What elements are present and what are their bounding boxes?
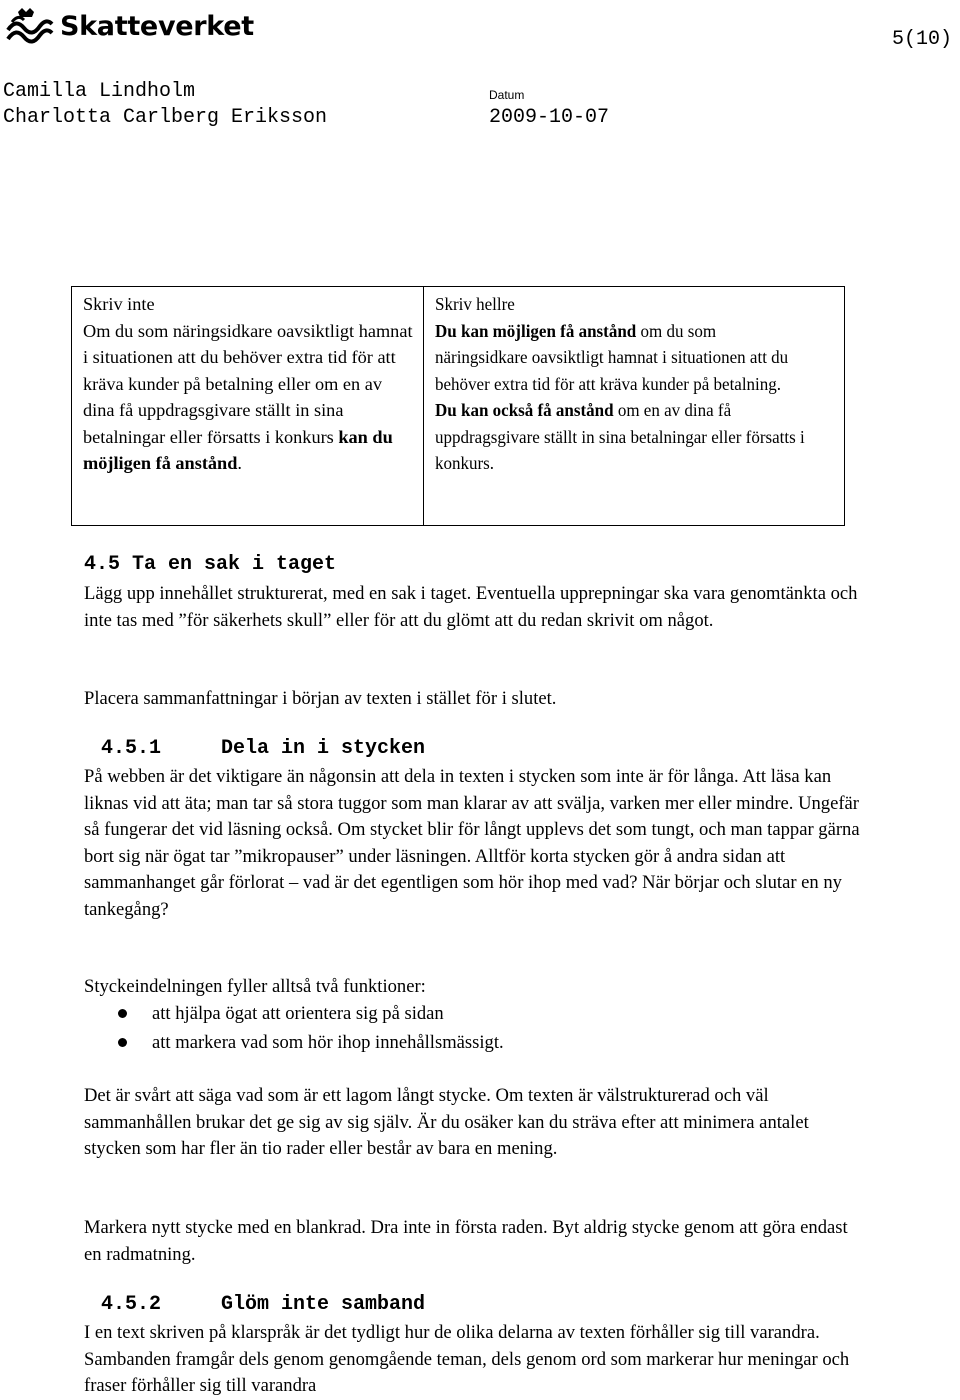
section-4-5-1-para-4: Markera nytt stycke med en blankrad. Dra inte in första raden. Byt aldrig stycke genom att göra endast en radmatning.: [84, 1217, 848, 1265]
write-instead-bold-1: Du kan möjligen få anstånd: [435, 320, 637, 341]
write-instead-text-2: om en av dina få uppdragsgivare ställt in sina betalningar eller försatts i konkurs.: [435, 400, 805, 473]
dont-write-text: Om du som näringsidkare oavsiktligt hamnat i situationen att du behöver extra tid för att kräva kunder på betalning eller om en av dina få uppdragsgivare ställt in sina betalningar eller försatts i konkurs: [83, 320, 413, 447]
section-4-5-1-para-1: På webben är det viktigare än någonsin att dela in texten i stycken som inte är för långa. Att läsa kan liknas vid att äta; man tar så stora tuggor som man klarar av att svälja, varken mer eller mindre. Ungefär så fungerar det vid läsning också. Om stycket blir för långt upplevs det som tungt, och man tappar gärna bort sig när ögat tar ”mikropauser” under läsningen. Alltför korta stycken gör å andra sidan att sammanhanget går förlorat – vad är det egentligen som hör ihop med vad? När börjar och slutar en ny tankegång?: [84, 766, 860, 920]
list-item: att markera vad som hör ihop innehållsmässigt.: [84, 1029, 504, 1058]
crown-wave-icon: [4, 6, 54, 46]
list-item: att hjälpa ögat att orientera sig på sidan: [84, 1000, 504, 1029]
section-4-5-2-title: Glöm inte samband: [221, 1293, 426, 1316]
bullet-icon: [118, 1038, 127, 1047]
section-4-5-2-number: 4.5.2: [101, 1293, 162, 1316]
section-4-5-1-para-2: Styckeindelningen fyller alltså två funktioner:: [84, 976, 426, 997]
page-number: 5(10): [891, 28, 952, 51]
dont-write-bold: kan du möjligen få anstånd: [83, 426, 393, 473]
skatteverket-logo[interactable]: [4, 6, 254, 46]
write-instead-heading: Skriv hellre: [435, 294, 515, 314]
date-label: Datum: [489, 88, 525, 102]
date-value: 2009-10-07: [489, 106, 610, 129]
dont-write-cell: [72, 287, 424, 526]
write-instead-text-1: om du som näringsidkare oavsiktligt hamnat i situationen att du behöver extra tid för att kräva kunder på betalning.: [435, 320, 789, 394]
write-instead-bold-2: Du kan också få anstånd: [435, 400, 614, 420]
section-4-5-para-1: Lägg upp innehållet strukturerat, med en sak i taget. Eventuella upprepningar ska vara genomtänkta och inte tas med ”för säkerhets skull” eller för att du glömt att du redan skrivit om något.: [84, 583, 858, 631]
author-1: Camilla Lindholm: [3, 80, 196, 103]
section-4-5-2-para-1: I en text skriven på klarspråk är det tydligt hur de olika delarna av texten förhåller sig till varandra. Sambanden framgår dels genom genomgående teman, dels genom ord som markerar hur meningar och fraser förhåller sig till varandra: [84, 1322, 850, 1396]
section-4-5-para-2: Placera sammanfattningar i början av texten i stället för i slutet.: [84, 688, 557, 709]
dont-write-heading: Skriv inte: [83, 294, 155, 314]
comparison-table: [71, 286, 845, 526]
author-2: Charlotta Carlberg Eriksson: [3, 106, 328, 129]
write-instead-cell: [424, 287, 845, 526]
section-4-5-1-number: 4.5.1: [101, 737, 162, 760]
section-4-5-1-para-3: Det är svårt att säga vad som är ett lagom långt stycke. Om texten är välstrukturerad och väl sammanhållen brukar det ge sig av sig själv. Är du osäker kan du sträva efter att minimera antalet stycken som har fler än tio rader eller består av bara en mening.: [84, 1085, 809, 1159]
brand-name: Skatteverket: [60, 10, 254, 42]
section-4-5-heading: 4.5 Ta en sak i taget: [84, 553, 337, 576]
bullet-list: [84, 1000, 504, 1057]
section-4-5-1-title: Dela in i stycken: [221, 737, 426, 760]
bullet-icon: [118, 1009, 127, 1018]
dont-write-end: .: [237, 453, 242, 473]
